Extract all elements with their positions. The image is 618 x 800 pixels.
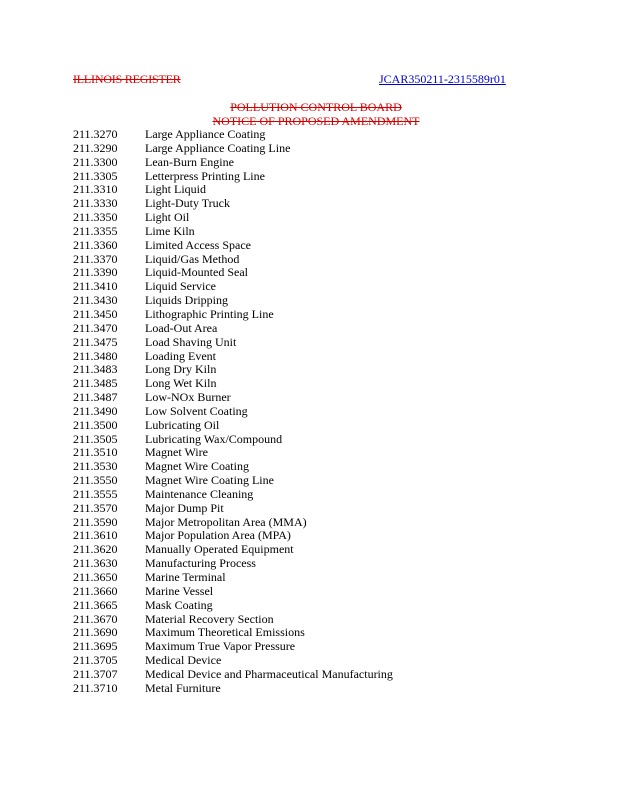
section-term: Medical Device — [145, 653, 222, 668]
section-term: Metal Furniture — [145, 680, 221, 695]
section-number: 211.3670 — [73, 611, 118, 626]
section-number: 211.3270 — [73, 127, 118, 141]
section-term: Material Recovery Section — [145, 611, 274, 626]
section-term: Low-NOx Burner — [145, 390, 231, 405]
section-number: 211.3475 — [73, 334, 118, 349]
jcar-doc-code-link[interactable]: JCAR350211-2315589r01 — [379, 72, 506, 86]
section-number: 211.3290 — [73, 140, 118, 155]
section-term: Maximum True Vapor Pressure — [145, 639, 296, 654]
section-number: 211.3650 — [73, 570, 118, 584]
section-term: Loading Event — [145, 348, 216, 363]
section-number: 211.3590 — [73, 514, 118, 529]
agency-title: POLLUTION CONTROL BOARD — [230, 100, 402, 114]
section-number: 211.3510 — [73, 445, 118, 460]
section-term: Liquids Dripping — [145, 293, 228, 308]
section-number: 211.3430 — [73, 293, 118, 308]
section-number: 211.3690 — [73, 625, 118, 640]
section-term: Major Population Area (MPA) — [145, 528, 291, 543]
section-number: 211.3490 — [73, 403, 118, 418]
section-number: 211.3620 — [73, 542, 118, 557]
section-number: 211.3310 — [73, 182, 118, 197]
section-number: 211.3555 — [73, 486, 118, 501]
section-term: Light Liquid — [145, 182, 206, 197]
section-number: 211.3305 — [73, 168, 118, 183]
section-term: Lithographic Printing Line — [145, 306, 274, 321]
section-number: 211.3550 — [73, 473, 118, 488]
section-number: 211.3390 — [73, 265, 118, 280]
section-number: 211.3660 — [73, 583, 118, 598]
section-number: 211.3487 — [73, 390, 118, 405]
section-number: 211.3530 — [73, 459, 118, 474]
section-number: 211.3300 — [73, 154, 118, 169]
section-term: Large Appliance Coating Line — [145, 140, 291, 155]
section-number: 211.3450 — [73, 306, 118, 321]
section-number: 211.3480 — [73, 348, 118, 363]
jcar-doc-code[interactable] — [379, 72, 506, 87]
section-term: Light Oil — [145, 210, 190, 225]
section-term: Load-Out Area — [145, 320, 218, 335]
section-number: 211.3707 — [73, 666, 118, 681]
section-number: 211.3350 — [73, 210, 118, 225]
section-term: Liquid Service — [145, 279, 216, 294]
section-number: 211.3370 — [73, 251, 118, 266]
section-term: Limited Access Space — [145, 237, 251, 252]
register-header: ILLINOIS REGISTER — [73, 72, 181, 86]
section-term: Maintenance Cleaning — [145, 486, 254, 501]
section-number: 211.3570 — [73, 500, 118, 515]
section-term: Lime Kiln — [145, 223, 195, 238]
section-number: 211.3705 — [73, 653, 118, 668]
section-number: 211.3610 — [73, 528, 118, 543]
section-term: Light-Duty Truck — [145, 196, 231, 211]
section-term: Letterpress Printing Line — [145, 168, 265, 183]
section-term: Magnet Wire Coating Line — [145, 473, 274, 488]
section-term: Major Dump Pit — [145, 500, 224, 515]
section-term: Medical Device and Pharmaceutical Manufacturing — [145, 666, 393, 681]
notice-type-title: NOTICE OF PROPOSED AMENDMENT — [212, 114, 420, 128]
section-term: Long Wet Kiln — [145, 376, 217, 391]
section-term: Mask Coating — [145, 597, 213, 612]
section-term: Manually Operated Equipment — [145, 542, 294, 557]
section-number: 211.3505 — [73, 431, 118, 446]
section-number: 211.3330 — [73, 196, 118, 211]
section-term: Marine Vessel — [145, 583, 214, 598]
section-term: Major Metropolitan Area (MMA) — [145, 514, 307, 529]
section-term: Long Dry Kiln — [145, 362, 217, 377]
section-term: Magnet Wire — [145, 445, 208, 460]
section-term: Manufacturing Process — [145, 556, 256, 571]
section-term: Magnet Wire Coating — [145, 459, 249, 474]
section-term: Load Shaving Unit — [145, 334, 237, 349]
section-term: Liquid-Mounted Seal — [145, 265, 248, 280]
section-term: Lubricating Oil — [145, 417, 220, 432]
section-term: Lubricating Wax/Compound — [145, 431, 283, 446]
section-number: 211.3470 — [73, 320, 118, 335]
section-term: Large Appliance Coating — [145, 127, 266, 141]
section-number: 211.3410 — [73, 279, 118, 294]
section-number: 211.3360 — [73, 237, 118, 252]
section-number: 211.3665 — [73, 597, 118, 612]
section-number: 211.3710 — [73, 680, 118, 695]
section-term: Lean-Burn Engine — [145, 154, 234, 169]
section-number: 211.3355 — [73, 223, 118, 238]
section-term: Maximum Theoretical Emissions — [145, 625, 305, 640]
section-number: 211.3500 — [73, 417, 118, 432]
section-term: Low Solvent Coating — [145, 403, 248, 418]
section-number: 211.3485 — [73, 376, 118, 391]
section-number: 211.3630 — [73, 556, 118, 571]
section-number: 211.3695 — [73, 639, 118, 654]
section-term: Liquid/Gas Method — [145, 251, 240, 266]
section-number: 211.3483 — [73, 362, 118, 377]
section-term: Marine Terminal — [145, 570, 226, 584]
